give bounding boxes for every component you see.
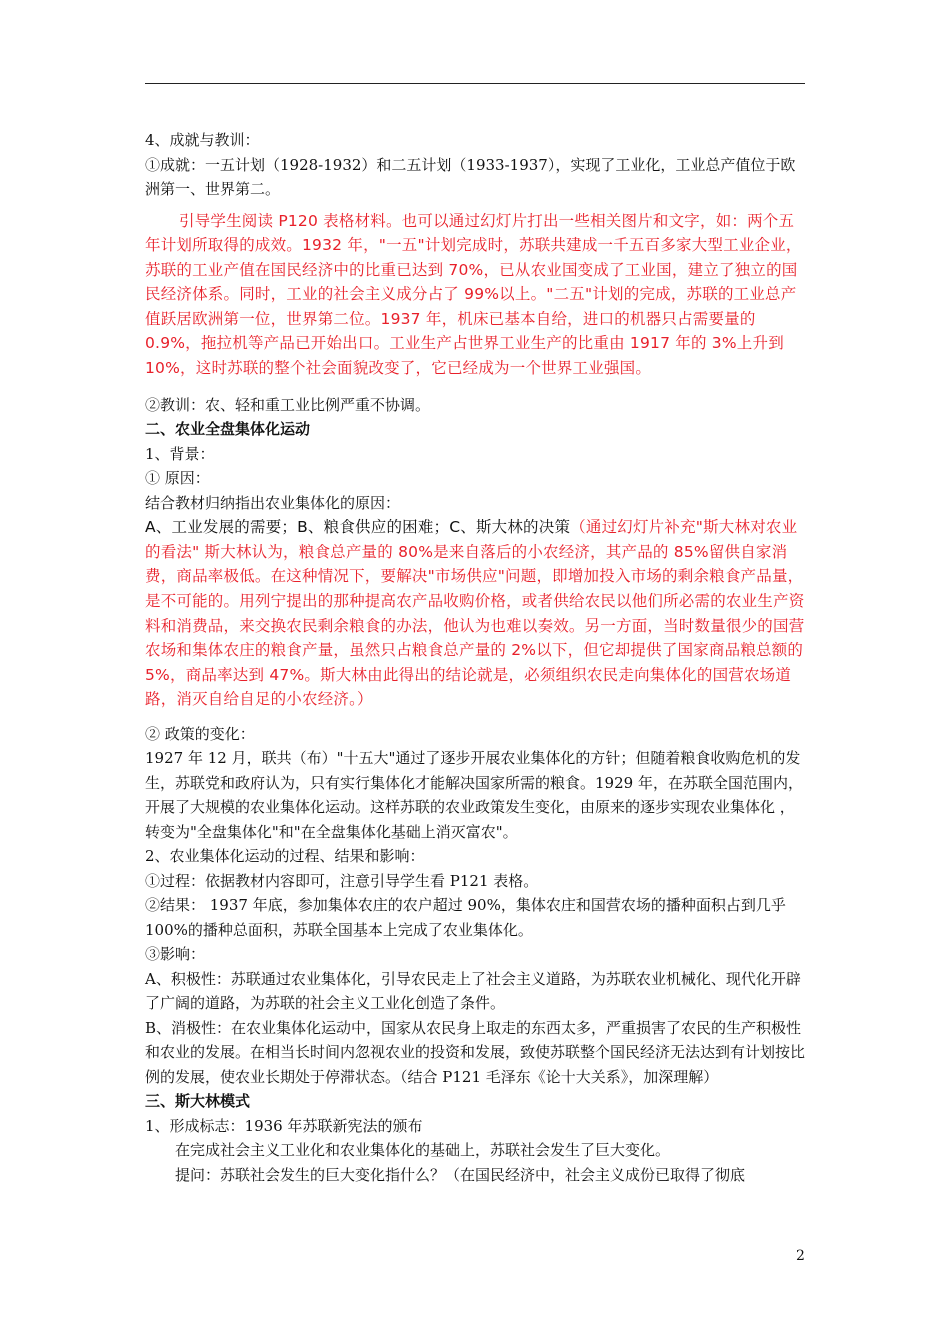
document-body xyxy=(145,128,809,1187)
header-rule xyxy=(145,83,805,84)
policy-change-text: 1927 年 12 月，联共（布）"十五大"通过了逐步开展农业集体化的方针；但随着粮食收购危机的发生，苏联党和政府认为，只有实行集体化才能解决国家所需的粮食。1929 年，在苏联全国范围内，开展了大规模的农业集体化运动。这样苏联的农业政策发生变化，由原来的逐步实现农业集体化 ，转变为"全盘集体化"和"在全盘集体化基础上消灭富农"。 xyxy=(145,749,803,841)
page-number: 2 xyxy=(796,1248,805,1264)
section-4-title: 4、成就与教训： xyxy=(145,131,260,149)
section-3-heading: 三、斯大林模式 xyxy=(145,1092,251,1111)
section-2-heading: 二、农业全盘集体化运动 xyxy=(145,420,311,439)
formation-text: 在完成社会主义工业化和农业集体化的基础上，苏联社会发生了巨大变化。 xyxy=(175,1141,671,1160)
impact-title: ③影响： xyxy=(145,945,206,964)
result-text: ②结果： 1937 年底，参加集体农庄的农户超过 90%，集体农庄和国营农场的播种面积占到几乎 100%的播种总面积，苏联全国基本上完成了农业集体化。 xyxy=(145,896,786,939)
background-title: 1、背景： xyxy=(145,444,215,463)
positive-impact: A、积极性：苏联通过农业集体化，引导农民走上了社会主义道路，为苏联农业机械化、现代化开辟了广阔的道路，为苏联的社会主义工业化创造了条件。 xyxy=(145,969,801,1013)
lesson-text: ②教训：农、轻和重工业比例严重不协调。 xyxy=(145,395,431,414)
process-text: ①过程：依据教材内容即可，注意引导学生看 P121 表格。 xyxy=(145,871,539,890)
process-section-title: 2、农业集体化运动的过程、结果和影响： xyxy=(145,847,425,866)
formation-question: 提问：苏联社会发生的巨大变化指什么？（在国民经济中，社会主义成份已取得了彻底 xyxy=(175,1165,746,1184)
negative-impact: B、消极性：在农业集体化运动中，国家从农民身上取走的东西太多，严重损害了农民的生产积极性和农业的发展。在相当长时间内忽视农业的投资和发展，致使苏联整个国民经济无法达到有计划按比例的发展，使农业长期处于停滞状态。（结合 P121 毛泽东《论十大关系》，加深理解） xyxy=(145,1018,806,1086)
stalin-view-note: （通过幻灯片补充"斯大林对农业的看法" 斯大林认为，粮食总产量的 80%是来自落后的小农经济，其产品的 85%留供自家消费，商品率极低。在这种情况下，要解决"市场供应"问题，即增加投入市场的剩余粮食产品量，是不可能的。用列宁提出的那种提高农产品收购价格，或者供给农民以他们所必需的农业生产资料和消费品，来交换农民剩余粮食的办法，他认为也难以奏效。另一方面，当时数量很少的国营农场和集体农庄的粮食产量，虽然只占粮食总产量的 2%以下，但它却提供了国家商品粮总额的 5%，商品率达到 47%。斯大林由此得出的结论就是，必须组织农民走向集体化的国营农场道路，消灭自给自足的小农经济。） xyxy=(145,518,805,709)
causes-list: A、工业发展的需要；B、粮食供应的困难；C、斯大林的决策 xyxy=(145,518,571,537)
teacher-note-industrialization: 引导学生阅读 P120 表格材料。也可以通过幻灯片打出一些相关图片和文字，如：两个五年计划所取得的成效。1932 年，"一五"计划完成时，苏联共建成一千五百多家大型工业企业，苏联的工业产值在国民经济中的比重已达到 70%，已从农业国变成了工业国，建立了独立的国民经济体系。同时，工业的社会主义成分占了 99%以上。"二五"计划的完成，苏联的工业总产值跃居欧洲第一位，世界第二位。1937 年，机床已基本自给，进口的机器只占需要量的 0.9%，拖拉机等产品已开始出口。工业生产占世界工业生产的比重由 1917 年的 3%上升到 10%，这时苏联的整个社会面貌改变了，它已经成为一个世界工业强国。 xyxy=(145,211,802,378)
formation-title: 1、形成标志：1936 年苏联新宪法的颁布 xyxy=(145,1116,423,1135)
cause-intro: 结合教材归纳指出农业集体化的原因： xyxy=(145,493,401,512)
cause-title: ① 原因： xyxy=(145,469,210,488)
achievement-text: ①成就：一五计划（1928-1932）和二五计划（1933-1937），实现了工业化，工业总产值位于欧洲第一、世界第二。 xyxy=(145,155,796,198)
teacher-note-collectivization xyxy=(145,515,809,712)
policy-change-title: ② 政策的变化： xyxy=(145,724,255,743)
